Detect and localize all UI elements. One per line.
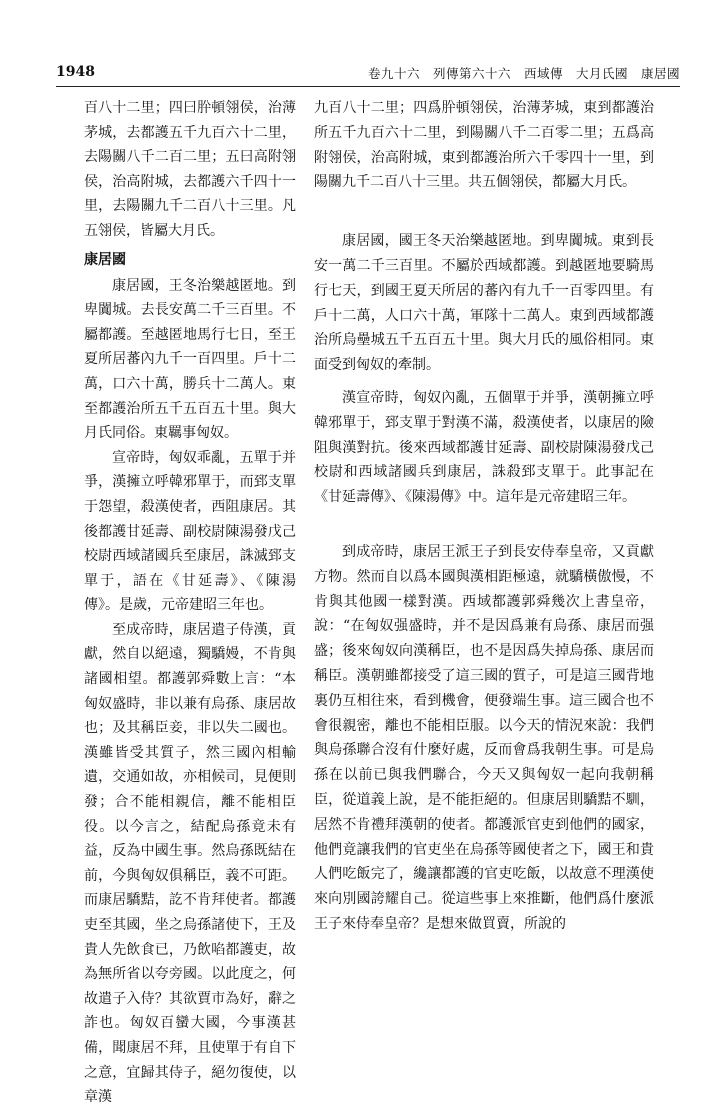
paragraph-spacer xyxy=(314,195,654,229)
classical-paragraph-3: 宣帝時，匈奴乖亂，五單于并爭，漢擁立呼韓邪單于，而郅支單于怨望，殺漢使者，西阻康居。其後都護甘延壽、副校尉陳湯發戊己校尉西域諸國兵至康居，誅滅郅支單于，語在《甘延壽》、《陳湯傳》。是歲，元帝建昭三年也。 xyxy=(84,449,296,614)
header-rule xyxy=(56,86,680,87)
section-heading: 康居國 xyxy=(84,251,126,268)
paragraph-spacer xyxy=(314,510,654,540)
paragraph-spacer xyxy=(314,378,654,386)
translation-column xyxy=(314,96,654,937)
running-head: 卷九十六 列傳第六十六 西域傳 大月氏國 康居國 xyxy=(367,66,680,81)
classical-paragraph-2: 康居國，王冬治樂越匿地。到卑闐城。去長安萬二千三百里。不屬都護。至越匿地馬行七日，至王夏所居蕃內九千一百四里。戶十二萬，口六十萬，勝兵十二萬人。東至都護治所五千五百五十里。與大月氏同俗。東羈事匈奴。 xyxy=(84,277,296,442)
translation-paragraph-3: 漢宣帝時，匈奴內亂，五個單于并爭，漢朝擁立呼韓邪單于，郅支單于對漢不滿，殺漢使者，以康居的險阻與漢對抗。後來西域都護甘延壽、副校尉陳湯發戊己校尉和西域諸國兵到康居，誅殺郅支單于。此事記在《甘延壽傳》、《陳湯傳》中。這年是元帝建昭三年。 xyxy=(314,389,654,506)
page-number: 1948 xyxy=(56,64,95,80)
translation-paragraph-2: 康居國，國王冬天治樂越匿地。到卑闐城。東到長安一萬二千三百里。不屬於西域都護。到越匿地要騎馬行七天，到國王夏天所居的蕃內有九千一百零四里。有戶十二萬，人口六十萬，軍隊十二萬人。東到西域都護治所烏壘城五千五百五十里。與大月氏的風俗相同。東面受到匈奴的牽制。 xyxy=(314,233,654,374)
classical-text-column xyxy=(84,96,296,1110)
classical-paragraph-1: 百八十二里；四曰肸頓翎侯，治薄茅城，去都護五千九百六十二里，去陽關八千二百二里；五曰高附翎侯，治高附城，去都護六千四十一里，去陽關九千二百八十三里。凡五翎侯，皆屬大月氏。 xyxy=(84,100,296,239)
classical-paragraph-4: 至成帝時，康居遣子侍漢，貢獻，然自以絕遠，獨驕嫚，不肯與諸國相望。都護郭舜數上言：“本匈奴盛時，非以兼有烏孫、康居故也；及其稱臣妾，非以失二國也。漢雖皆受其質子，然三國內相輸遺，交通如故，亦相候司，見便則發；合不能相親信，離不能相臣役。以今言之，結配烏孫竟未有益，反為中國生事。然烏孫既結在前，今與匈奴俱稱臣，義不可距。而康居驕黠，訖不肯拜使者。都護吏至其國，坐之烏孫諸使下，王及貴人先飲食已，乃飲啗都護吏，故為無所省以夸旁國。以此度之，何故遣子入侍？其欲賈市為好，辭之詐也。匈奴百蠻大國，今事漢甚備，聞康居不拜，且使單于有自下之意，宜歸其侍子，絕勿復使，以章漢 xyxy=(84,621,296,1106)
page-header xyxy=(56,64,680,84)
translation-paragraph-4: 到成帝時，康居王派王子到長安侍奉皇帝，又貢獻方物。然而自以爲本國與漢相距極遠，就驕橫傲慢，不肯與其他國一樣對漢。西域都護郭舜幾次上書皇帝，說：“在匈奴强盛時，并不是因爲兼有烏孫、康居而强盛；後來匈奴向漢稱臣，也不是因爲失掉烏孫、康居而稱臣。漢朝雖都接受了這三國的質子，可是這三國背地裏仍互相往來，看到機會，便發端生事。這三國合也不會很親密，離也不能相臣服。以今天的情況來說：我們與烏孫聯合沒有什麼好處，反而會爲我朝生事。可是烏孫在以前已與我們聯合，今天又與匈奴一起向我朝稱臣，從道義上說，是不能拒絕的。但康居則驕黠不馴，居然不肯禮拜漢朝的使者。都護派官吏到他們的國家，他們竟讓我們的官吏坐在烏孫等國使者之下，國王和貴人們吃飯完了，纔讓都護的官吏吃飯，以故意不理漢使來向別國誇耀自己。從這些事上來推斷，他們爲什麼派王子來侍奉皇帝？是想來做買賣，所說的 xyxy=(314,543,654,932)
translation-paragraph-1: 九百八十二里；四爲肸頓翎侯，治薄茅城，東到都護治所五千九百六十二里，到陽關八千二百零二里；五爲高附翎侯，治高附城，東到都護治所六千零四十一里，到陽關九千二百八十三里。共五個翎侯，都屬大月氏。 xyxy=(314,100,654,191)
